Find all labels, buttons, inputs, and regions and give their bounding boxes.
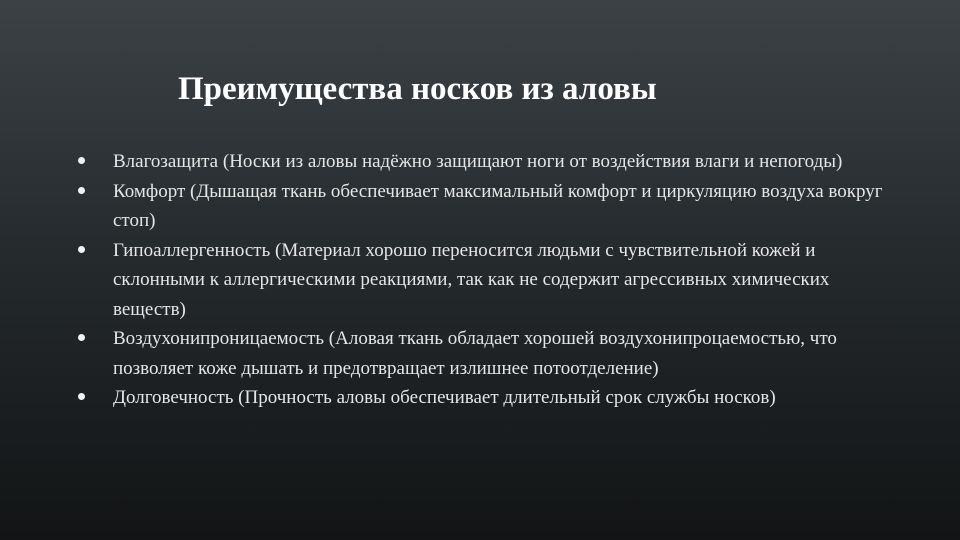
bullet-list (75, 147, 895, 413)
bullet-text: Долговечность (Прочность аловы обеспечивает длительный срок службы носков) (113, 387, 776, 408)
bullet-item-breathability (75, 324, 895, 383)
bullet-text: Воздухонипроницаемость (Аловая ткань обладает хорошей воздухонипроцаемостью, что позволяет коже дышать и предотвращает излишнее потоотделение) (113, 328, 837, 379)
bullet-item-moisture-protection (75, 147, 895, 177)
bullet-text: Комфорт (Дышащая ткань обеспечивает максимальный комфорт и циркуляцию воздуха вокруг стоп) (113, 180, 883, 231)
slide-title: Преимущества носков из аловы (178, 71, 657, 107)
bullet-text: Влагозащита (Носки из аловы надёжно защищают ноги от воздействия влаги и непогоды) (113, 151, 843, 172)
bullet-dot-icon (78, 157, 85, 164)
bullet-dot-icon (78, 246, 85, 253)
bullet-dot-icon (78, 187, 85, 194)
bullet-dot-icon (78, 334, 85, 341)
bullet-text: Гипоаллергенность (Материал хорошо переносится людьми с чувствительной кожей и склонными к аллергическими реакциями, так как не содержит агрессивных химических веществ) (113, 239, 830, 320)
bullet-item-hypoallergenic (75, 236, 895, 325)
bullet-dot-icon (78, 393, 85, 400)
bullet-item-durability (75, 383, 895, 413)
bullet-item-comfort (75, 177, 895, 236)
